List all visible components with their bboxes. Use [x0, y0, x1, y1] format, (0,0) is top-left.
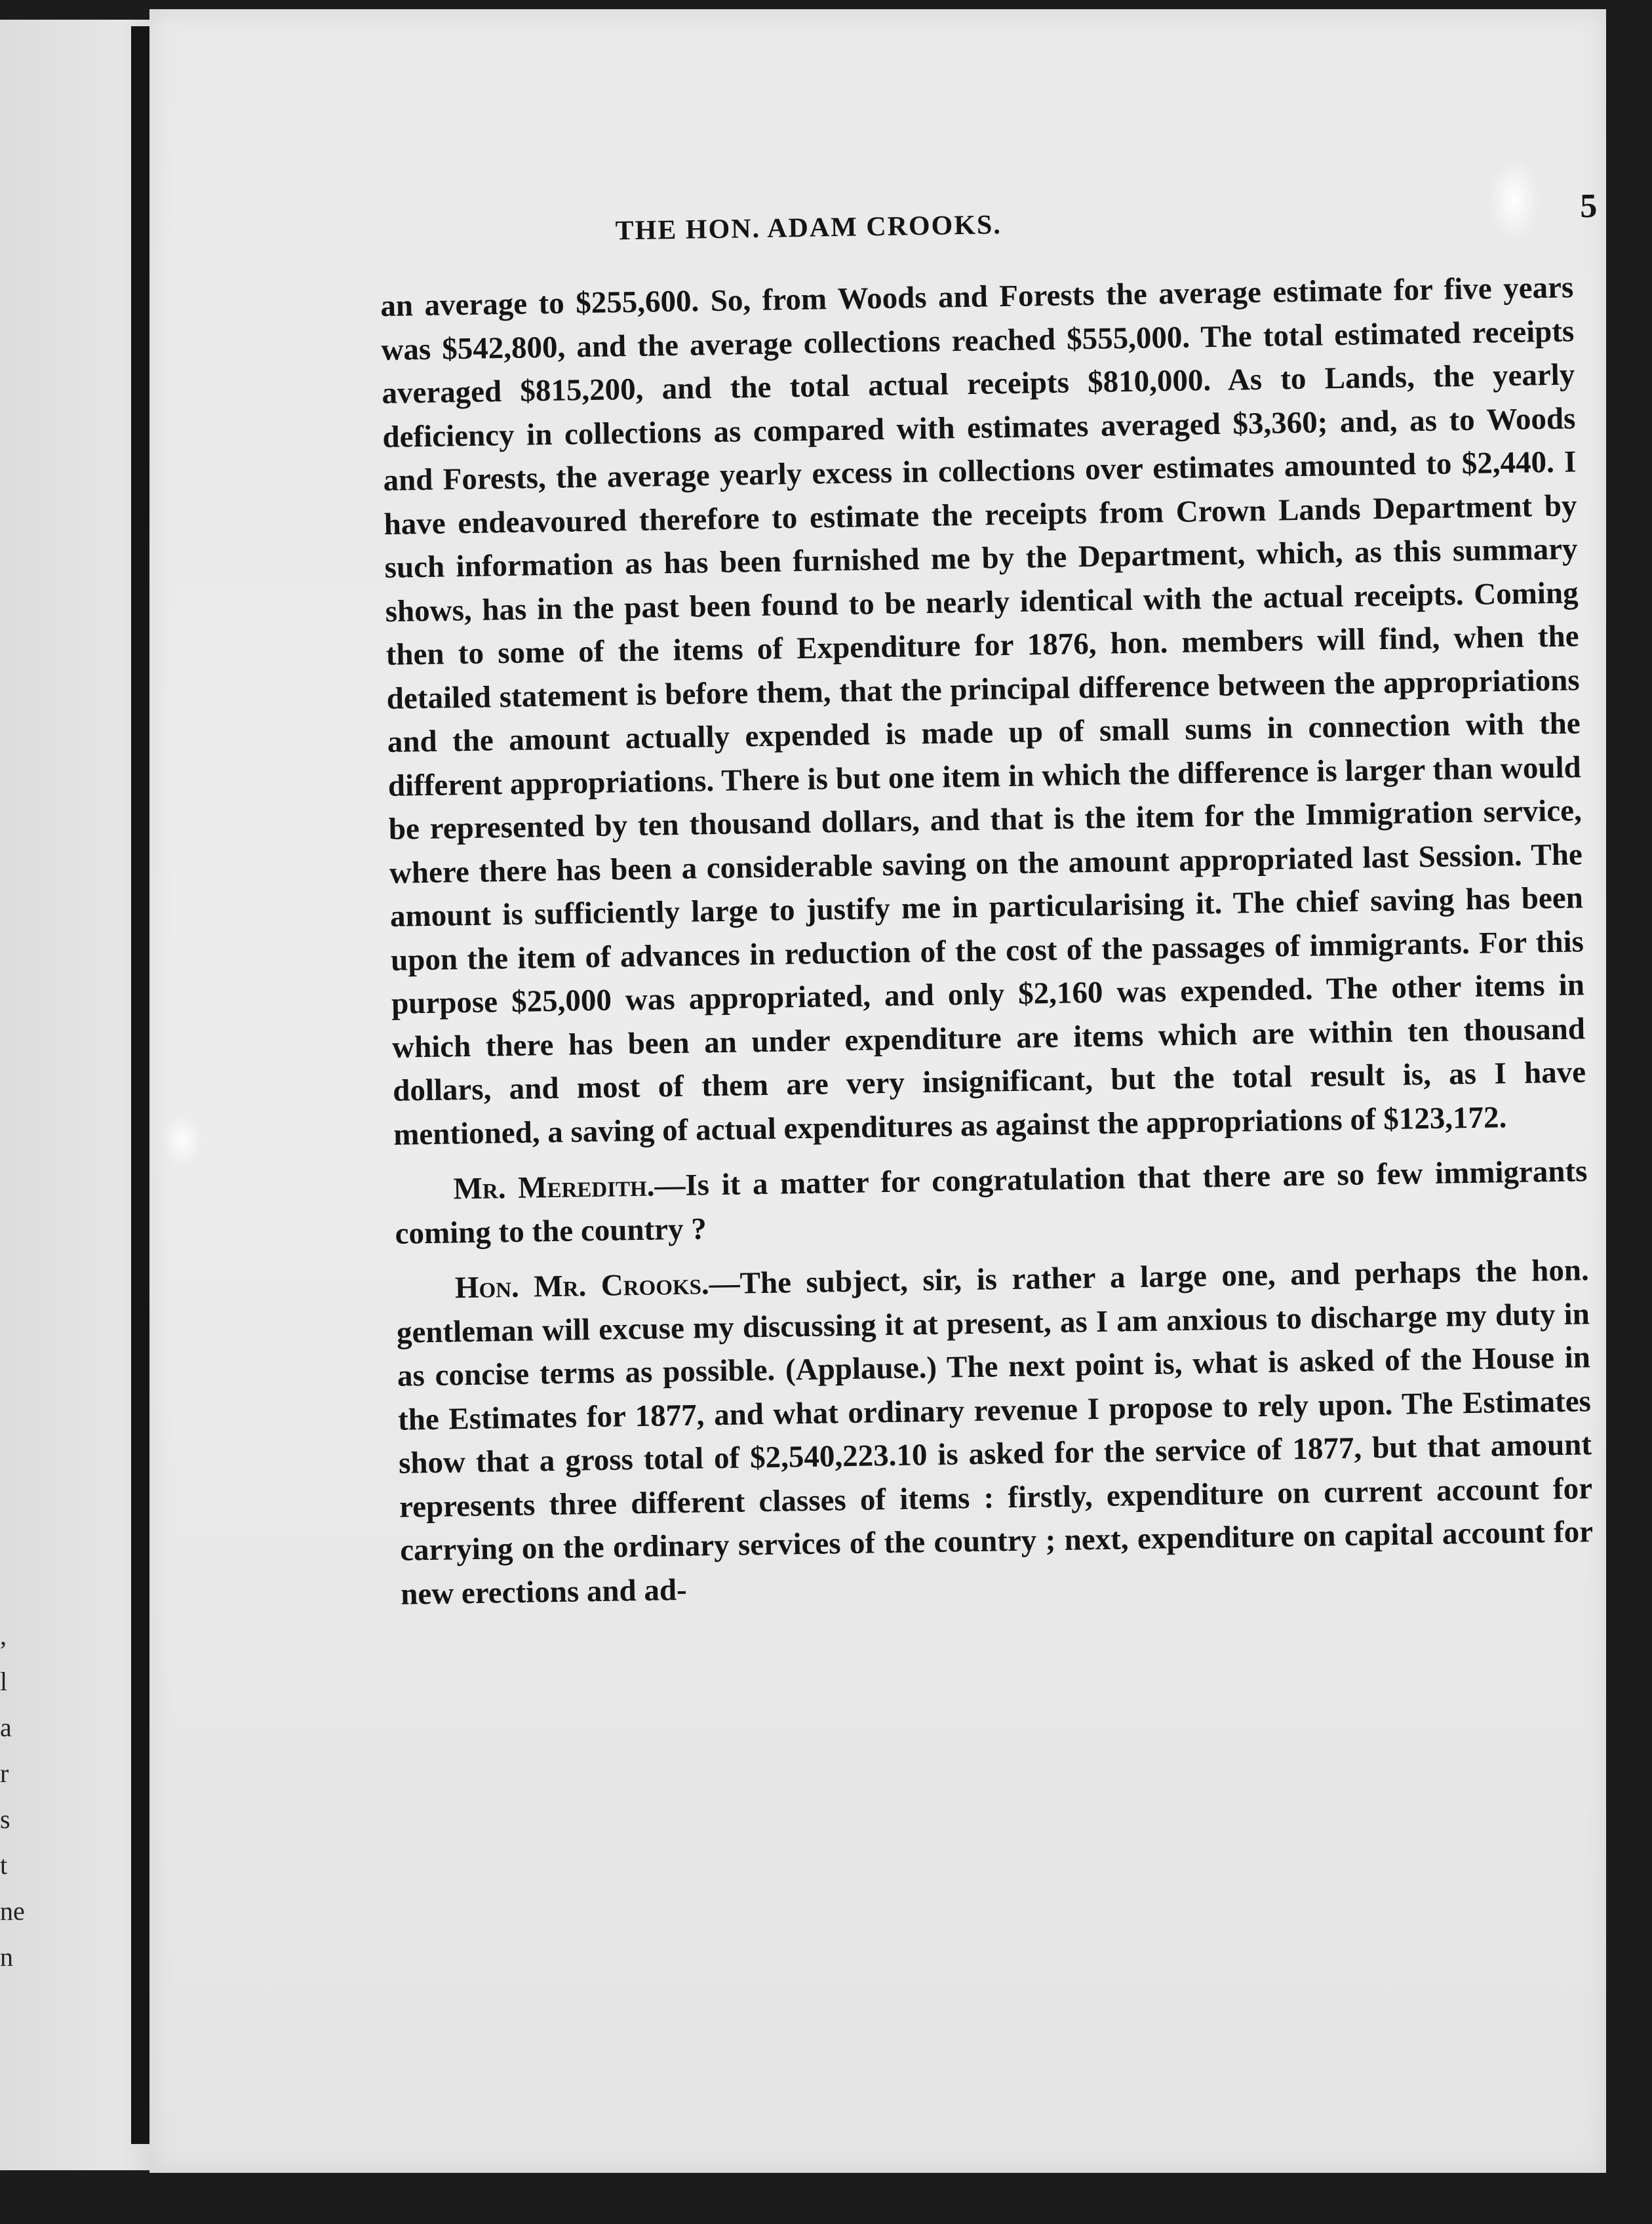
facing-page-text-fragments — [0, 1613, 26, 1980]
speech-paragraph — [395, 1248, 1594, 1616]
scan-glare — [1488, 157, 1541, 243]
speech-paragraph — [394, 1149, 1588, 1256]
fragment: a — [0, 1713, 12, 1742]
body-text — [380, 266, 1594, 1616]
speech-text: —The subject, sir, is rather a large one, and perhaps the hon. gentleman will excuse my discussing it at present, as I am anxious to discharge my duty in as concise terms as possible. (Applause.) The next point is, what is asked of the House in the Estimates for 1877, and what ordinary revenue I propose to rely upon. The Estimates show that a gross total of $2,540,223.10 is asked for the service of 1877, but that amount represents three different classes of items : firstly, expenditure on current account for carrying on the ordinary services of the country ; next, expenditure on capital account for new erections and ad- — [396, 1253, 1594, 1612]
page — [149, 9, 1606, 2173]
scan-glare — [163, 1115, 202, 1167]
running-title: THE HON. ADAM CROOKS. — [615, 210, 1002, 247]
running-header — [379, 187, 1599, 258]
speaker-name: Hon. Mr. Crooks. — [454, 1267, 710, 1305]
fragment: , — [0, 1621, 7, 1650]
fragment: l — [0, 1667, 8, 1696]
paragraph: an average to $255,600. So, from Woods and Forests the average estimate for five years was $542,800, and the average collections reached $555,000. The total estimated receipts averaged $815,200, and the total actual receipts $810,000. As to Lands, the yearly deficiency in collections as compared with estimates averaged $3,360; and, as to Woods and Forests, the average yearly excess in collections over estimates amounted to $2,440. I have endeavoured therefore to estimate the receipts from Crown Lands Department by such information as has been furnished me by the Department, which, as this summary shows, has in the past been found to be nearly identical with the actual receipts. Coming then to some of the items of Expenditure for 1876, hon. members will find, when the detailed statement is before them, that the principal difference between the appropriations and the amount actually expended is made up of small sums in connection with the different appropriations. There is but one item in which the difference is larger than would be represented by ten thousand dollars, and that is the item for the Immigration service, where there has been a considerable saving on the amount appropriated last Session. The amount is sufficiently large to justify me in particularising it. The chief saving has been upon the item of advances in reduction of the cost of the passages of immigrants. For this purpose $25,000 was appropriated, and only $2,160 was expended. The other items in which there has been an under expenditure are items which are within ten thousand dollars, and most of them are very insignificant, but the total result is, as I have mentioned, a saving of actual expenditures as against the appropriations of $123,172. — [380, 270, 1586, 1152]
book-gutter — [131, 26, 149, 2144]
speaker-name: Mr. Meredith. — [453, 1168, 655, 1206]
fragment: n — [0, 1942, 13, 1972]
fragment: t — [0, 1850, 8, 1880]
fragment: ne — [0, 1896, 25, 1926]
fragment: r — [0, 1758, 9, 1788]
page-content — [379, 187, 1599, 1616]
page-number: 5 — [1579, 187, 1599, 226]
speech-text: —Is it a matter for congratulation that there are so few immigrants coming to the country ? — [395, 1154, 1588, 1251]
fragment: s — [0, 1804, 10, 1834]
